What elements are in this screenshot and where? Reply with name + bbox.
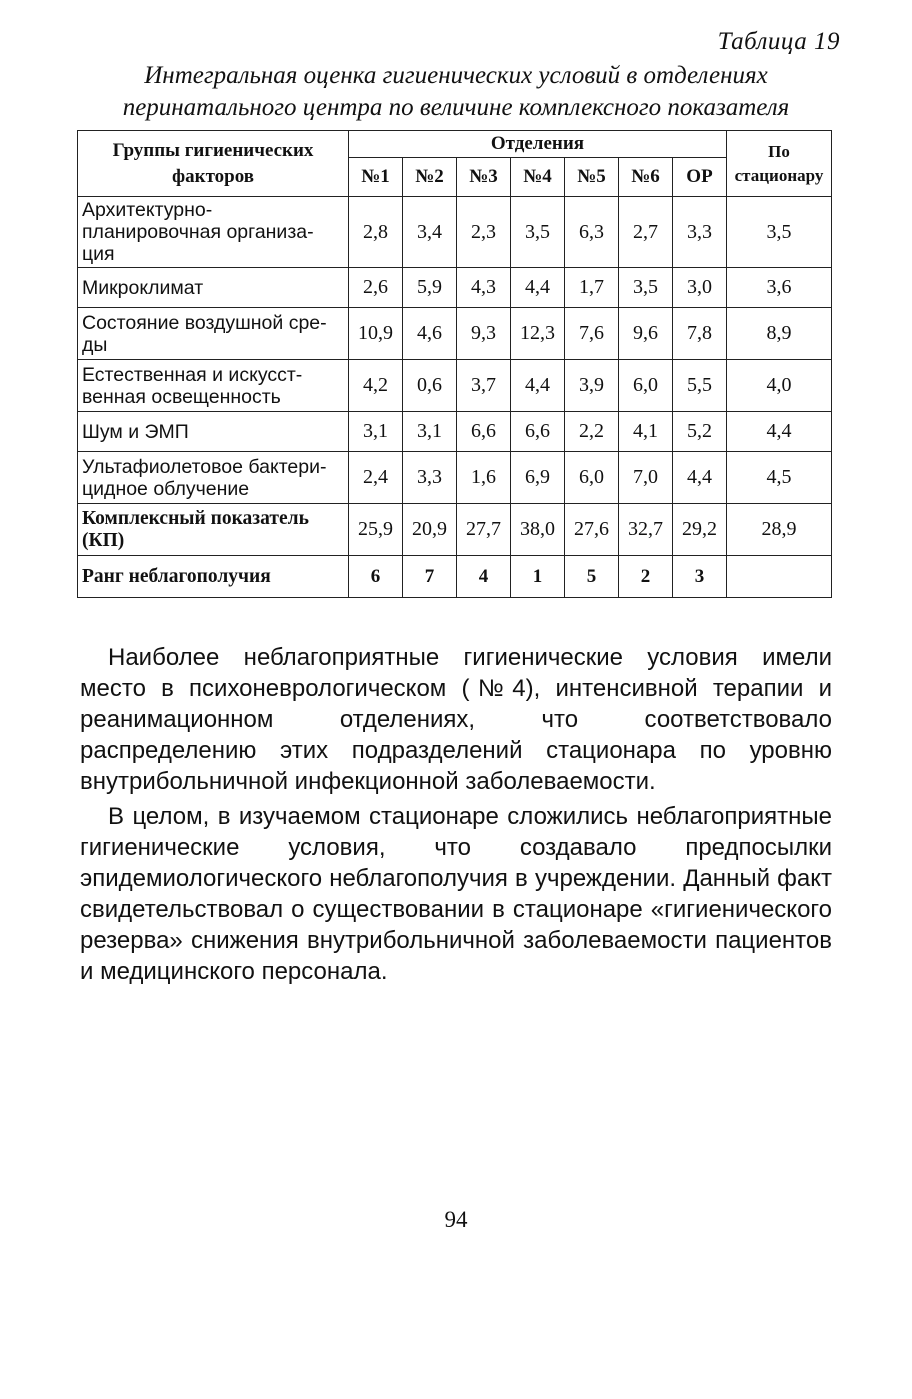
- header-hospital-total: По стационару: [727, 131, 832, 197]
- hygiene-assessment-table: [77, 130, 832, 598]
- page-number: 94: [444, 1207, 468, 1232]
- value-cell: 3,1: [403, 412, 457, 452]
- table-row: [78, 504, 832, 556]
- table-number-label: Таблица 19: [717, 28, 840, 55]
- value-cell: 6,6: [457, 412, 511, 452]
- value-cell: 1,6: [457, 452, 511, 504]
- hospital-total-cell: 3,5: [727, 197, 832, 268]
- value-cell: 2,8: [349, 197, 403, 268]
- value-cell: 4,2: [349, 360, 403, 412]
- value-cell: 3,3: [673, 197, 727, 268]
- value-cell: 5,2: [673, 412, 727, 452]
- header-dept-3: №3: [457, 158, 511, 197]
- value-cell: 2,4: [349, 452, 403, 504]
- hospital-total-cell: 3,6: [727, 268, 832, 308]
- factor-name-cell: Состояние воздушной сре-ды: [78, 308, 349, 360]
- value-cell: 7,6: [565, 308, 619, 360]
- hospital-total-cell: 4,0: [727, 360, 832, 412]
- factor-name-cell: Ранг неблагополучия: [78, 556, 349, 598]
- factor-name-cell: Естественная и искусст-венная освещенность: [78, 360, 349, 412]
- value-cell: 9,3: [457, 308, 511, 360]
- table-row: [78, 360, 832, 412]
- value-cell: 4,4: [511, 360, 565, 412]
- header-dept-5: №5: [565, 158, 619, 197]
- value-cell: 6,0: [565, 452, 619, 504]
- value-cell: 32,7: [619, 504, 673, 556]
- hospital-total-cell: 4,4: [727, 412, 832, 452]
- header-dept-4: №4: [511, 158, 565, 197]
- factor-name-cell: Микроклимат: [78, 268, 349, 308]
- value-cell: 29,2: [673, 504, 727, 556]
- table-body: [78, 197, 832, 598]
- paragraph-1: Наиболее неблагоприятные гигиенические условия имели место в психоневрологическом (№4), интенсивной терапии и реанимационном отделениях, что соответствовало распределению этих подразделений стационара по уровню внутрибольничной инфекционной заболеваемости.: [80, 644, 832, 795]
- value-cell: 3,5: [619, 268, 673, 308]
- hospital-total-cell: 8,9: [727, 308, 832, 360]
- value-cell: 7: [403, 556, 457, 598]
- value-cell: 4,6: [403, 308, 457, 360]
- value-cell: 27,7: [457, 504, 511, 556]
- hospital-total-cell: 28,9: [727, 504, 832, 556]
- factor-name-cell: Комплексный показатель (КП): [78, 504, 349, 556]
- value-cell: 10,9: [349, 308, 403, 360]
- value-cell: 6,0: [619, 360, 673, 412]
- factor-name-cell: Ультафиолетовое бактери-цидное облучение: [78, 452, 349, 504]
- header-dept-or: ОР: [673, 158, 727, 197]
- value-cell: 3,9: [565, 360, 619, 412]
- value-cell: 6,3: [565, 197, 619, 268]
- factor-name-cell: Архитектурно-планировочная организа-ция: [78, 197, 349, 268]
- hospital-total-cell: [727, 556, 832, 598]
- value-cell: 3,1: [349, 412, 403, 452]
- value-cell: 38,0: [511, 504, 565, 556]
- value-cell: 4,4: [673, 452, 727, 504]
- value-cell: 9,6: [619, 308, 673, 360]
- header-factor-groups: Группы гигиенических факторов: [78, 131, 349, 197]
- value-cell: 1: [511, 556, 565, 598]
- value-cell: 3: [673, 556, 727, 598]
- header-dept-1: №1: [349, 158, 403, 197]
- value-cell: 25,9: [349, 504, 403, 556]
- value-cell: 3,0: [673, 268, 727, 308]
- value-cell: 5,5: [673, 360, 727, 412]
- value-cell: 6,6: [511, 412, 565, 452]
- table-title: Интегральная оценка гигиенических условий в отделениях перинатального центра по величине комплексного показателя: [122, 62, 790, 121]
- header-departments: Отделения: [349, 131, 727, 158]
- value-cell: 27,6: [565, 504, 619, 556]
- value-cell: 4: [457, 556, 511, 598]
- header-dept-2: №2: [403, 158, 457, 197]
- value-cell: 3,4: [403, 197, 457, 268]
- value-cell: 2,3: [457, 197, 511, 268]
- value-cell: 7,0: [619, 452, 673, 504]
- value-cell: 1,7: [565, 268, 619, 308]
- table-row: [78, 308, 832, 360]
- factor-name-cell: Шум и ЭМП: [78, 412, 349, 452]
- value-cell: 2,6: [349, 268, 403, 308]
- value-cell: 2,7: [619, 197, 673, 268]
- paragraph-2: В целом, в изучаемом стационаре сложились неблагоприятные гигиенические условия, что создавало предпосылки эпидемиологического неблагополучия в учреждении. Данный факт свидетельствовал о существовании в стационаре «гигиенического резерва» снижения внутрибольничной заболеваемости пациентов и медицинского персонала.: [80, 803, 832, 985]
- value-cell: 3,7: [457, 360, 511, 412]
- table-row: [78, 197, 832, 268]
- value-cell: 4,1: [619, 412, 673, 452]
- table-row: [78, 556, 832, 598]
- value-cell: 6,9: [511, 452, 565, 504]
- value-cell: 0,6: [403, 360, 457, 412]
- value-cell: 7,8: [673, 308, 727, 360]
- value-cell: 4,4: [511, 268, 565, 308]
- value-cell: 2: [619, 556, 673, 598]
- value-cell: 6: [349, 556, 403, 598]
- value-cell: 2,2: [565, 412, 619, 452]
- value-cell: 5,9: [403, 268, 457, 308]
- value-cell: 3,3: [403, 452, 457, 504]
- value-cell: 4,3: [457, 268, 511, 308]
- value-cell: 20,9: [403, 504, 457, 556]
- table-row: [78, 452, 832, 504]
- header-dept-6: №6: [619, 158, 673, 197]
- hospital-total-cell: 4,5: [727, 452, 832, 504]
- value-cell: 3,5: [511, 197, 565, 268]
- value-cell: 12,3: [511, 308, 565, 360]
- table-row: [78, 268, 832, 308]
- value-cell: 5: [565, 556, 619, 598]
- table-row: [78, 412, 832, 452]
